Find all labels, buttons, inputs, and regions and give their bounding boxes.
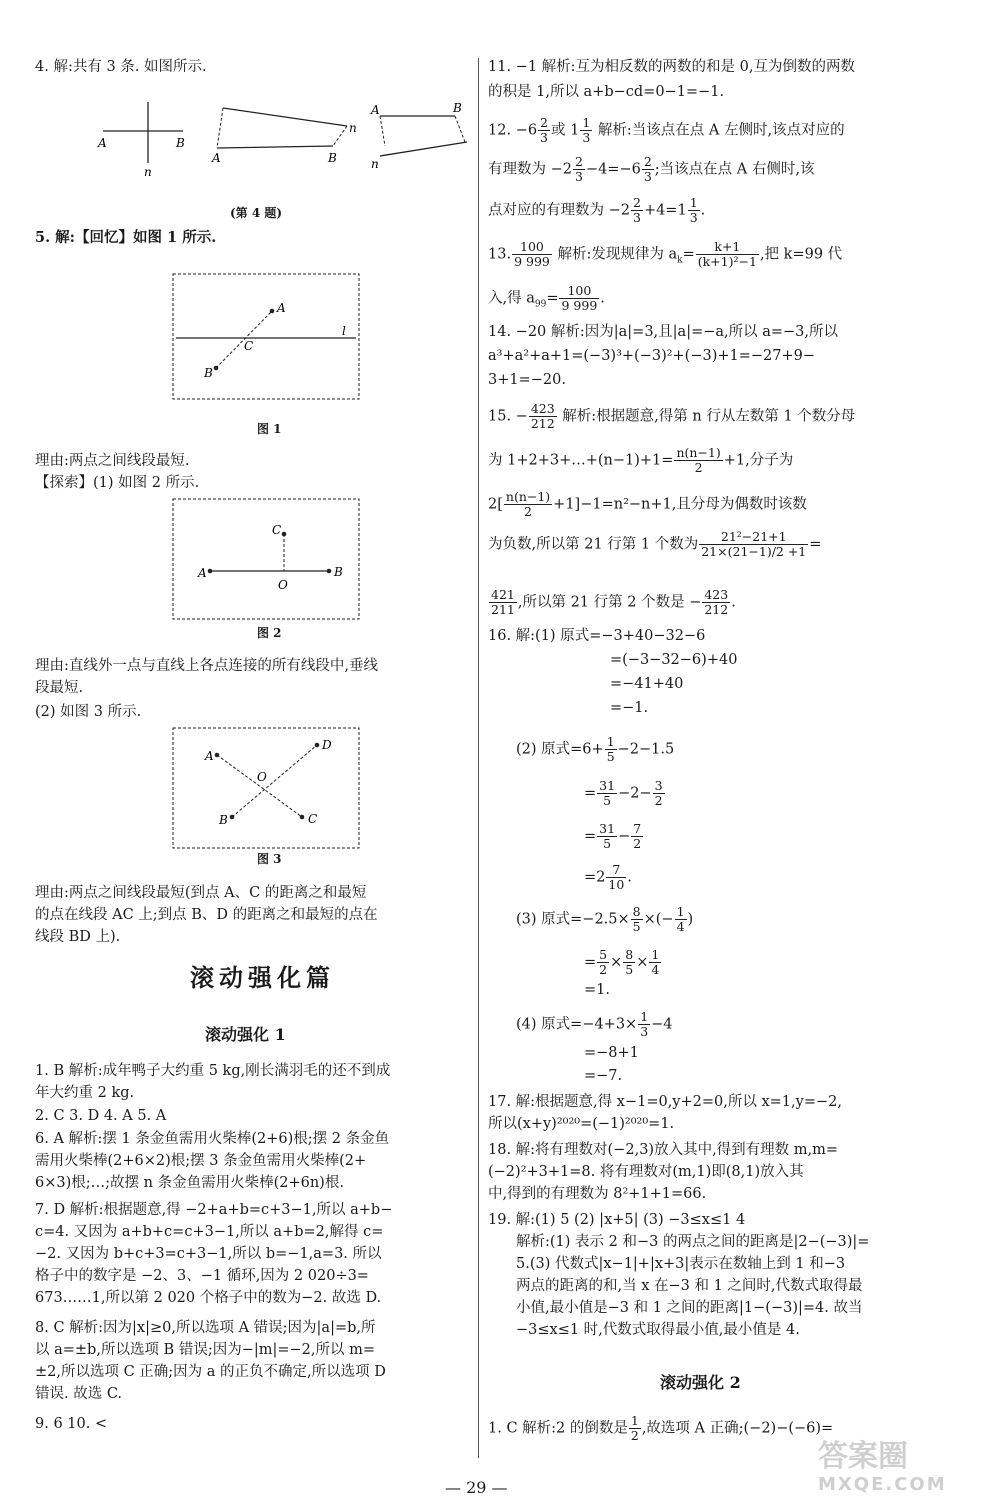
answer-2-5: 2. C 3. D 4. A 5. A [35,1108,167,1124]
watermark-url-text: MXQE.COM [818,1474,947,1495]
answer-14b: a³+a²+a+1=(−3)³+(−3)²+(−3)+1=−27+9− [488,348,816,364]
q4-answer: 4. 解:共有 3 条. 如图所示. [35,59,207,75]
a13-eq: = [682,246,695,263]
answer-12-line3 [488,196,705,225]
fig1-caption: 图 1 [257,422,282,436]
a16-6-frac2-den: 2 [654,793,663,808]
figure-4 [95,90,515,190]
answer-15-line2 [488,446,793,475]
answer-8d: 错误. 故选 C. [35,1386,123,1402]
a16-7-frac2-num: 7 [633,821,642,836]
answer-17b: 所以(x+y)²⁰²⁰=(−1)²⁰²⁰=1. [488,1116,675,1132]
a12-l2-frac1 [573,155,585,184]
fig4-label-b3: B [453,101,462,115]
a12-l3-frac2 [688,196,700,225]
a15-l3-frac [504,490,552,519]
a12-or: 或 1 [551,122,580,139]
fig4-label-n2: n [349,121,357,135]
fig4-caption: (第 4 题) [230,206,283,220]
a15-l2-b: +1,分子为 [723,452,794,469]
a16-7-a: = [584,828,597,845]
a16-10-frac1 [597,948,609,977]
b1-a: 1. C 解析:2 的倒数是 [488,1420,628,1437]
a15-l5-frac2 [702,588,730,617]
a16-9-frac1-den: 5 [632,919,641,934]
a13-end: ,把 k=99 代 [759,246,843,263]
a15-l4-frac-den: 21×(21−1)/2 +1 [701,544,807,559]
a12-l3-c: . [700,202,706,219]
answer-16-11: =1. [584,982,610,998]
explore-2: (2) 如图 3 所示. [35,704,142,720]
a16-10-frac2-den: 5 [625,962,634,977]
a13-frac-num: 100 [512,240,552,255]
a15-l4-b: = [809,536,822,553]
answer-b1 [488,1414,833,1443]
a16-5-frac-den: 5 [606,749,615,764]
answer-14c: 3+1=−20. [488,372,566,388]
b1-b: ,故选项 A 正确;(−2)−(−6)= [641,1420,834,1437]
a12-l2-frac2-den: 3 [643,169,652,184]
a15-l4-frac [699,530,808,559]
fig4-label-a2: A [212,151,221,165]
a15-l3-frac-den: 2 [524,504,532,519]
answer-19e: 小值,最小值是−3 和 1 之间的距离|1−(−3)|=4. 故当 [516,1300,863,1316]
answer-8a: 8. C 解析:因为|x|≥0,所以选项 A 错误;因为|a|=b,所 [35,1320,376,1336]
answer-19f: −3≤x≤1 时,代数式取得最小值,最小值是 4. [516,1322,800,1338]
a16-7-frac2 [631,822,643,851]
a13-gen-frac [696,240,759,269]
answer-18b: (−2)²+3+1=8. 将有理数对(m,1)即(8,1)放入其 [488,1164,804,1180]
a13-frac [512,240,552,269]
a16-9-frac1-num: 8 [632,904,641,919]
a16-10-frac2-num: 8 [625,947,634,962]
a16-12-a: (4) 原式=−4+3× [516,1016,638,1033]
a16-10-frac1-den: 2 [599,962,608,977]
a16-10-frac3 [649,948,661,977]
fig2-label-o: O [278,578,288,592]
fig3-label-a: A [205,749,214,763]
answer-19a: 19. 解:(1) 5 (2) |x+5| (3) −3≤x≤1 4 [488,1212,746,1228]
answer-7a: 7. D 解析:根据题意,得 −2+a+b=c+3−1,所以 a+b− [35,1202,393,1218]
a16-8-frac-den: 10 [608,877,625,892]
a15-l5-b: . [731,594,736,611]
a12-lead: 12. −6 [488,122,538,139]
a15-l2-frac [674,446,722,475]
a15-l5-a: ,所以第 21 行第 2 个数是 − [517,594,702,611]
answer-14a: 14. −20 解析:因为|a|=3,且|a|=−a,所以 a=−3,所以 [488,324,839,340]
figure-2 [172,498,362,623]
a12-l3-frac1-num: 2 [632,195,641,210]
a12-l3-a: 点对应的有理数为 −2 [488,202,630,219]
a13-l2-frac-num: 100 [559,284,599,299]
answer-16-8 [584,863,632,892]
a15-l5-frac2-num: 423 [704,587,729,602]
answer-1a: 1. B 解析:成年鸭子大约重 5 kg,刚长满羽毛的还不到成 [35,1063,391,1079]
watermark-logo-text: 答案圈 [818,1439,908,1474]
answer-16-14: =−7. [584,1068,623,1084]
section-heading-1: 滚动强化 1 [205,1025,286,1044]
a13-sub: k [677,255,683,266]
a16-12-frac-num: 1 [640,1009,649,1024]
a15-l2-frac-num: n(n−1) [676,445,721,460]
a16-9-c: ) [687,911,694,928]
a16-9-frac1 [631,905,643,934]
a15-l4-frac-num: 21²−21+1 [699,530,808,545]
a12-frac1-den: 3 [540,130,548,145]
answer-13-line1 [488,240,842,270]
a15-frac [529,402,557,431]
a15-frac-num: 423 [530,401,555,416]
a16-10-frac2 [623,948,635,977]
a16-5-frac [605,735,617,764]
a12-l2-frac1-den: 3 [574,169,583,184]
a16-12-frac [638,1010,650,1039]
a15-lead: 15. − [488,408,528,425]
a12-frac1-num: 2 [540,115,548,130]
a16-6-frac1-den: 5 [603,793,612,808]
section-heading-2: 滚动强化 2 [660,1373,741,1392]
column-divider [478,58,479,1458]
a13-mid: 解析:发现规律为 a [552,246,678,263]
answer-13-line2 [488,284,605,314]
a16-10-c: × [636,954,649,971]
answer-6c: 6×3)根;…;故摆 n 条金鱼需用火柴棒(2+6n)根. [35,1175,344,1191]
answer-15-line5 [488,588,736,617]
answer-7d: 格子中的数字是 −2、3、−1 循环,因为 2 020÷3= [35,1268,369,1284]
a12-l2-frac1-num: 2 [574,154,583,169]
answer-8b: 以 a=±b,所以选项 B 错误;因为−|m|=−2,所以 m= [35,1342,376,1358]
fig3-label-b: B [219,813,228,827]
answer-12-line2 [488,155,814,184]
reason-2b: 段最短. [35,680,84,696]
answer-9-10: 9. 6 10. < [35,1416,108,1432]
a13-l2: 入,得 a [488,290,535,307]
a16-10-a: = [584,954,597,971]
a16-5-b: −2−1.5 [617,741,675,758]
a16-9-a: (3) 原式=−2.5× [516,911,630,928]
a16-7-frac2-den: 2 [633,836,642,851]
a12-rest: 解析:当该点在点 A 左侧时,该点对应的 [593,122,845,139]
a16-9-frac2-den: 4 [676,919,685,934]
answer-16-6 [584,779,666,808]
answer-18c: 中,得到的有理数为 8²+1+1=66. [488,1186,707,1202]
a13-l2-frac-den: 9 999 [561,298,598,313]
a16-8-frac-num: 7 [606,863,626,878]
a13-gen-num: k+1 [696,240,759,255]
a12-frac2-num: 1 [582,115,591,130]
fig1-label-c: C [244,339,254,353]
a16-6-frac1 [597,779,617,808]
answer-8c: ±2,所以选项 C 正确;因为 a 的正负不确定,所以选项 D [35,1364,386,1380]
a12-l2-a: 有理数为 −2 [488,161,572,178]
answer-16-13: =−8+1 [584,1045,639,1061]
a16-8-a: =2 [584,869,606,886]
a15-l5-frac1-den: 211 [491,602,515,617]
answer-16-5 [516,735,674,764]
a15-l5-frac2-den: 212 [704,602,729,617]
a16-9-frac2-num: 1 [676,904,685,919]
answer-19b: 解析:(1) 表示 2 和−3 的两点之间的距离是|2−(−3)|= [516,1234,870,1250]
fig1-label-l: l [342,324,346,338]
answer-15-line4 [488,530,821,559]
figure-3 [172,727,362,852]
figure-1 [172,273,362,403]
a16-6-a: = [584,785,597,802]
a15-l3-frac-num: n(n−1) [505,489,551,504]
fig4-label-n1: n [144,165,152,179]
explore-1: 【探索】(1) 如图 2 所示. [35,475,200,491]
fig1-label-b: B [204,366,213,380]
fig3-label-d: D [322,738,332,752]
answer-16-4: =−1. [610,700,649,716]
fig2-label-b: B [334,565,343,579]
a12-l3-frac2-num: 1 [689,195,698,210]
answer-16-10 [584,948,662,977]
a16-12-frac-den: 3 [640,1024,649,1039]
a16-10-frac1-num: 5 [599,947,608,962]
a16-8-b: . [627,869,632,886]
a12-frac1 [538,116,550,145]
a16-7-frac1 [597,822,617,851]
a12-l2-frac2 [642,155,654,184]
answer-18a: 18. 解:将有理数对(−2,3)放入其中,得到有理数 m,m= [488,1142,839,1158]
answer-11b: 的积是 1,所以 a+b−cd=0−1=−1. [488,84,725,100]
fig4-label-a1: A [98,136,107,150]
reason-3b: 的点在线段 AC 上;到点 B、D 的距离之和最短的点在 [35,907,378,923]
a16-10-b: × [610,954,623,971]
reason-3c: 线段 BD 上). [35,929,121,945]
a13-l2-eq: = [546,290,559,307]
reason-1: 理由:两点之间线段最短. [35,453,190,469]
reason-2a: 理由:直线外一点与直线上各点连接的所有线段中,垂线 [35,658,378,674]
a16-8-frac [606,863,626,892]
a15-l5-frac1-num: 421 [491,587,515,602]
a16-7-frac1-den: 5 [603,836,612,851]
b1-frac [629,1414,641,1443]
a12-l2-c: ;当该点在点 A 右侧时,该 [654,161,815,178]
answer-7c: −2. 又因为 b+c+3=c+3−1,所以 b=−1,a=3. 所以 [35,1246,382,1262]
answer-11a: 11. −1 解析:互为相反数的两数的和是 0,互为倒数的两数 [488,59,855,75]
a15-l2-a: 为 1+2+3+…+(n−1)+1= [488,452,674,469]
answer-16-9 [516,905,693,934]
answer-6a: 6. A 解析:摆 1 条金鱼需用火柴棒(2+6)根;摆 2 条金鱼 [35,1131,390,1147]
a12-l3-frac2-den: 3 [689,210,698,225]
answer-19d: 两点的距离的和,当 x 在−3 和 1 之间时,代数式取得最 [516,1278,863,1294]
a16-6-frac2 [653,779,665,808]
fig2-label-a: A [198,566,207,580]
answer-16-2: =(−3−32−6)+40 [610,652,738,668]
a16-6-b: −2− [618,785,652,802]
a15-rest: 解析:根据题意,得第 n 行从左数第 1 个数分母 [557,408,856,425]
a13-lead: 13. [488,246,512,263]
q5-recall: 5. 解:【回忆】如图 1 所示. [35,229,217,246]
answer-16-12 [516,1010,673,1039]
a16-10-frac3-num: 1 [651,947,660,962]
fig3-label-o: O [257,770,267,784]
fig4-label-a3: A [371,103,380,117]
a13-frac-den: 9 999 [514,254,550,269]
a16-5-a: (2) 原式=6+ [516,741,604,758]
fig3-label-c: C [308,812,318,826]
answer-1b: 年大约重 2 kg. [35,1085,135,1101]
a12-l2-frac2-num: 2 [643,154,652,169]
answer-12-line1 [488,116,845,145]
fig4-label-b2: B [328,151,337,165]
answer-19c: 5.(3) 代数式|x−1|+|x+3|表示在数轴上到 1 和−3 [516,1256,846,1272]
a12-l3-frac1-den: 3 [632,210,641,225]
a15-l2-frac-den: 2 [694,460,703,475]
fig2-label-c: C [272,523,282,537]
answer-7e: 673……1,所以第 2 020 个格子中的数为−2. 故选 D. [35,1290,382,1306]
answer-7b: c=4. 又因为 a+b+c=c+3−1,所以 a+b=2,解得 c= [35,1224,384,1240]
a16-7-b: − [618,828,631,845]
b1-frac-num: 1 [630,1413,639,1428]
fig3-caption: 图 3 [257,852,282,866]
fig2-caption: 图 2 [257,626,282,640]
answer-16-1: 16. 解:(1) 原式=−3+40−32−6 [488,628,706,644]
a16-10-frac3-den: 4 [651,962,660,977]
a16-5-frac-num: 1 [606,734,615,749]
answer-16-3: =−41+40 [610,676,684,692]
a13-gen-den: (k+1)²−1 [697,254,757,269]
answer-15-line3 [488,490,807,519]
a12-l3-b: +4=1 [643,202,687,219]
a12-l2-b: −4=−6 [585,161,641,178]
page-number: — 29 — [445,1478,508,1497]
reason-3a: 理由:两点之间线段最短(到点 A、C 的距离之和最短 [35,885,367,901]
a15-l3-b: +1]−1=n²−n+1,且分母为偶数时该数 [553,496,807,513]
a13-l2-end: . [600,290,605,307]
a16-9-frac2 [675,905,687,934]
answer-6b: 需用火柴棒(2+6×2)根;摆 3 条金鱼需用火柴棒(2+ [35,1153,367,1169]
a15-frac-den: 212 [530,416,555,431]
a12-l3-frac1 [631,196,643,225]
a12-frac2 [580,116,592,145]
fig1-label-a: A [277,301,286,315]
a13-l2-frac [559,284,599,313]
a16-6-frac1-num: 31 [599,778,616,793]
section-title: 滚动强化篇 [190,964,335,992]
answer-15-line1 [488,402,855,431]
fig4-label-b1: B [176,136,185,150]
answer-16-7 [584,822,644,851]
answer-17a: 17. 解:根据题意,得 x−1=0,y+2=0,所以 x=1,y=−2, [488,1094,842,1110]
fig4-label-n3: n [371,157,379,171]
a15-l4-a: 为负数,所以第 21 行第 1 个数为 [488,536,699,553]
a15-l5-frac1 [489,588,517,617]
a16-7-frac1-num: 31 [599,821,616,836]
a16-6-frac2-num: 3 [654,778,663,793]
a12-frac2-den: 3 [582,130,591,145]
a16-9-b: ×(− [643,911,674,928]
b1-frac-den: 2 [630,1428,639,1443]
a13-l2-sub: 99 [534,299,547,310]
a16-12-b: −4 [651,1016,673,1033]
watermark-logo [818,1440,978,1500]
a15-l3-a: 2[ [488,496,503,513]
